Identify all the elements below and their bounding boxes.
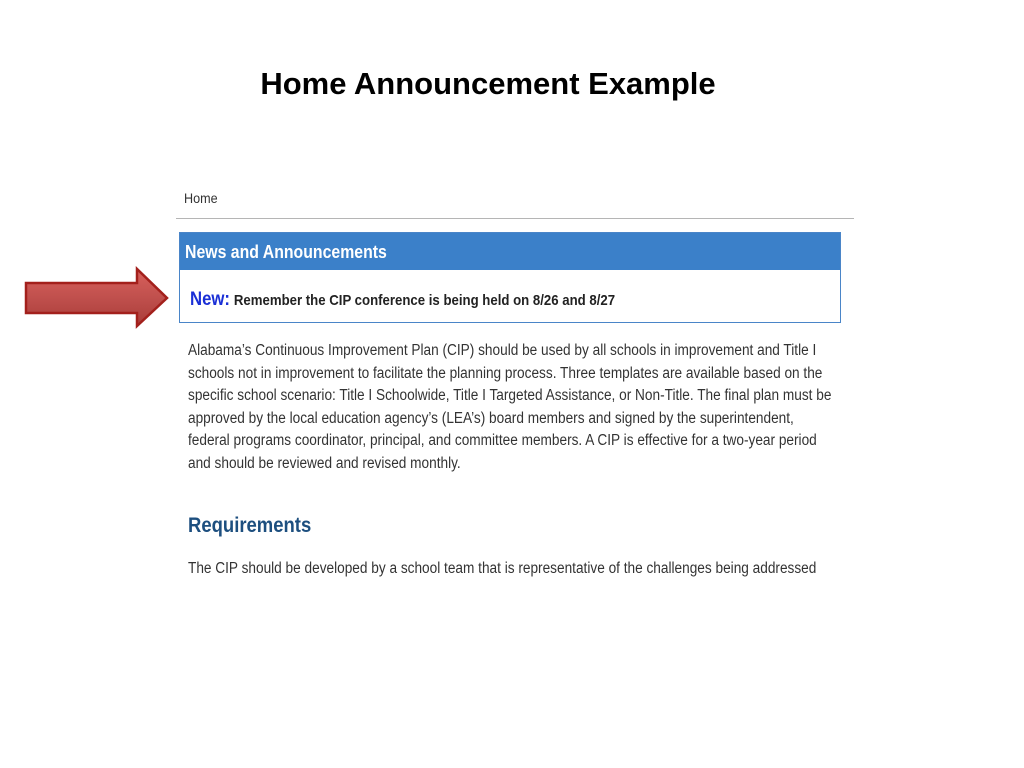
breadcrumb-divider <box>176 218 854 219</box>
new-badge: New: <box>190 289 230 310</box>
right-arrow-icon <box>22 267 172 334</box>
announcement-text: Remember the CIP conference is being held on 8/26 and 8/27 <box>233 292 616 309</box>
intro-paragraph: Alabama’s Continuous Improvement Plan (CIP) should be used by all schools in improvement and Title I schools not in improvement to facilitate the planning process. Three templates are available based on the specific school scenario: Title I Schoolwide, Title I Targeted Assistance, or Non-Title. The final plan must be approved by the local education agency’s (LEA’s) board members and signed by the superintendent, federal programs coordinator, principal, and committee members. A CIP is effective for a two-year period and should be reviewed and revised monthly. <box>188 342 832 472</box>
slide-title: Home Announcement Example <box>260 66 716 101</box>
news-panel <box>179 232 841 323</box>
requirements-text: The CIP should be developed by a school team that is representative of the challenges being addressed <box>188 560 817 577</box>
news-panel-title: News and Announcements <box>185 242 387 262</box>
requirements-heading: Requirements <box>188 514 312 537</box>
breadcrumb[interactable]: Home <box>184 190 218 206</box>
webpage-screenshot <box>176 180 856 577</box>
news-panel-header <box>180 233 840 270</box>
announcement-item[interactable] <box>190 289 615 311</box>
